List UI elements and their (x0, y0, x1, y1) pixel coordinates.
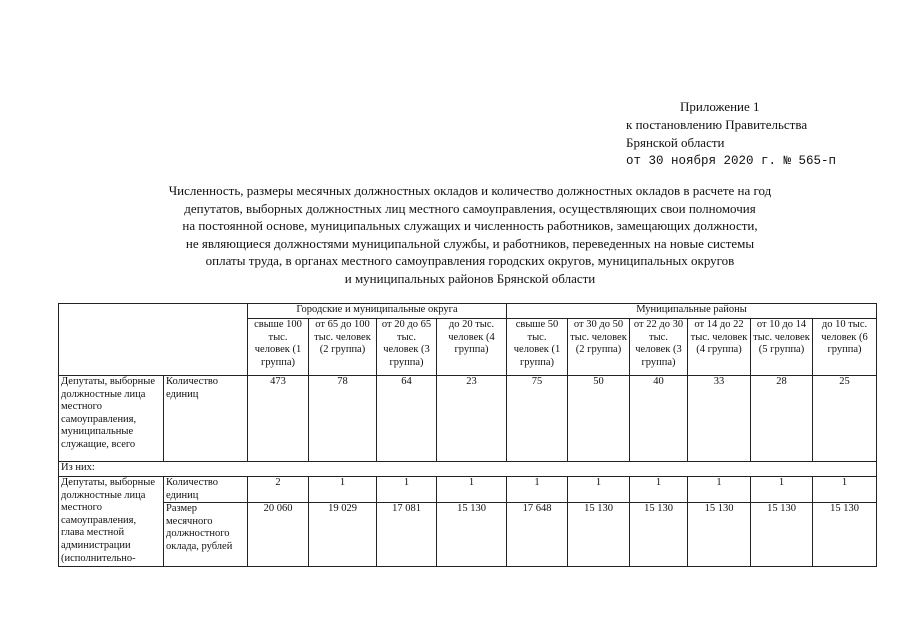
table-cell: 15 130 (437, 503, 507, 567)
table-cell: 1 (377, 477, 437, 503)
title-line: оплаты труда, в органах местного самоуправления городских округов, муниципальных округов (205, 253, 735, 269)
corner-cell (59, 304, 248, 376)
row-sublabel: Количество единиц (164, 477, 248, 503)
title-line: на постоянной основе, муниципальных служащих и численность работников, замещающих должности, (182, 218, 758, 234)
table-cell: 1 (437, 477, 507, 503)
table-cell: 1 (568, 477, 630, 503)
column-header: от 65 до 100 тыс. человек (2 группа) (309, 319, 377, 376)
group-header-districts: Муниципальные районы (507, 304, 877, 319)
column-header: от 20 до 65 тыс. человек (3 группа) (377, 319, 437, 376)
table-cell: 15 130 (630, 503, 688, 567)
table-cell: 1 (813, 477, 877, 503)
table-cell: 17 648 (507, 503, 568, 567)
table-cell: 1 (751, 477, 813, 503)
table-cell: 75 (507, 376, 568, 462)
title-line: и муниципальных районов Брянской области (344, 270, 596, 286)
appendix-line-1: Приложение 1 (680, 99, 760, 114)
row-label: Депутаты, выборные должностные лица местного самоуправления, муниципальные служащие, всего (59, 376, 164, 462)
data-table (58, 303, 877, 567)
title-line: не являющиеся должностями муниципальной службы, и работников, переведенных на новые системы (185, 235, 755, 251)
table-cell: 25 (813, 376, 877, 462)
table-cell: 1 (630, 477, 688, 503)
document-title (120, 182, 820, 288)
column-header: до 10 тыс. человек (6 группа) (813, 319, 877, 376)
table-cell: 1 (507, 477, 568, 503)
title-line: депутатов, выборных должностных лиц местного самоуправления, осуществляющих свои полномочия (184, 200, 756, 216)
table-cell: 15 130 (568, 503, 630, 567)
table-cell: 64 (377, 376, 437, 462)
title-line: Численность, размеры месячных должностных окладов и количество должностных окладов в расчете на год (168, 183, 772, 198)
table-cell: 1 (309, 477, 377, 503)
column-header: от 10 до 14 тыс. человек (5 группа) (751, 319, 813, 376)
table-cell: 17 081 (377, 503, 437, 567)
table-cell: 78 (309, 376, 377, 462)
column-header: свыше 100 тыс. человек (1 группа) (248, 319, 309, 376)
group-header-row (59, 304, 877, 319)
table-cell: 33 (688, 376, 751, 462)
table-cell: 19 029 (309, 503, 377, 567)
row-label: Депутаты, выборные должностные лица местного самоуправления, глава местной администрации (исполнительно- (59, 477, 164, 567)
column-header: до 20 тыс. человек (4 группа) (437, 319, 507, 376)
appendix-line-3: Брянской области (626, 135, 725, 150)
table-cell: 15 130 (688, 503, 751, 567)
group-header-cities: Городские и муниципальные округа (248, 304, 507, 319)
table-row (59, 462, 877, 477)
row-sublabel: Размер месячного должностного оклада, рублей (164, 503, 248, 567)
table-cell: 50 (568, 376, 630, 462)
table-cell: 1 (688, 477, 751, 503)
table-cell: 2 (248, 477, 309, 503)
of-which-label: Из них: (59, 462, 877, 477)
table-cell: 15 130 (751, 503, 813, 567)
column-header: от 14 до 22 тыс. человек (4 группа) (688, 319, 751, 376)
table-cell: 23 (437, 376, 507, 462)
table-row (59, 376, 877, 462)
column-header: от 22 до 30 тыс. человек (3 группа) (630, 319, 688, 376)
table-cell: 20 060 (248, 503, 309, 567)
appendix-date-line: от 30 ноября 2020 г. № 565-п (626, 154, 837, 168)
table-row (59, 477, 877, 503)
column-header: от 30 до 50 тыс. человек (2 группа) (568, 319, 630, 376)
table-cell: 28 (751, 376, 813, 462)
table-cell: 40 (630, 376, 688, 462)
table-cell: 473 (248, 376, 309, 462)
table-row (59, 503, 877, 567)
table-cell: 15 130 (813, 503, 877, 567)
appendix-header (626, 98, 836, 170)
appendix-line-2: к постановлению Правительства (626, 117, 808, 132)
row-sublabel: Количество единиц (164, 376, 248, 462)
column-header: свыше 50 тыс. человек (1 группа) (507, 319, 568, 376)
